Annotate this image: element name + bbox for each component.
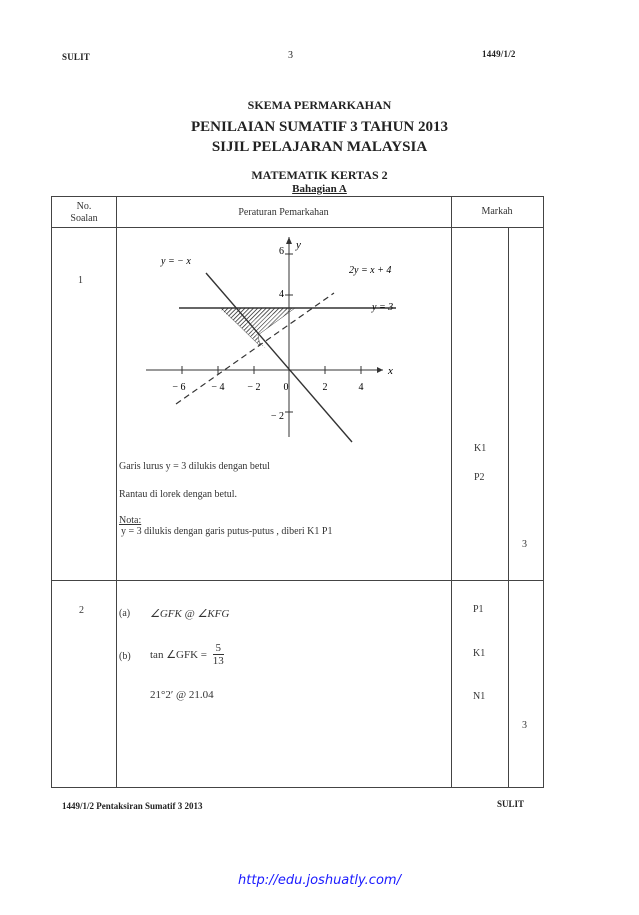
q2-b-label: (b) bbox=[119, 651, 131, 662]
x-tick-0-label: 0 bbox=[283, 382, 289, 393]
q2-mark-k1: K1 bbox=[473, 648, 486, 659]
q1-note-text: y = 3 dilukis dengan garis putus-putus , diberi K1 P1 bbox=[121, 526, 333, 537]
x-tick-2-label: 2 bbox=[322, 382, 328, 393]
q1-mark-p2: P2 bbox=[474, 472, 485, 483]
q1-note-label: Nota: bbox=[119, 515, 142, 526]
x-axis-arrow bbox=[377, 367, 383, 373]
col-divider-2 bbox=[451, 197, 452, 787]
label-y-3: y = 3 bbox=[372, 302, 394, 313]
q2-mark-p1: P1 bbox=[473, 604, 484, 615]
y-tick-neg2-label: − 2 bbox=[270, 411, 284, 422]
title-sijil: SIJIL PELAJARAN MALAYSIA bbox=[211, 139, 428, 155]
q2-a-label: (a) bbox=[119, 608, 131, 619]
q1-line-b: Rantau di lorek dengan betul. bbox=[119, 489, 238, 500]
q2-total: 3 bbox=[522, 720, 527, 731]
y-tick-4-label: 4 bbox=[279, 289, 284, 300]
header-right: 1449/1/2 bbox=[482, 49, 516, 59]
q2-b-numerator: 5 bbox=[213, 642, 224, 655]
x-tick-neg2-label: − 2 bbox=[247, 382, 261, 393]
q1-mark-k1: K1 bbox=[474, 443, 487, 454]
col-soalan-label: Soalan bbox=[70, 213, 98, 224]
q1-line-a: Garis lurus y = 3 dilukis dengan betul bbox=[119, 461, 270, 472]
title-skema: SKEMA PERMARKAHAN bbox=[247, 98, 392, 112]
col-rules-header: Peraturan Pemarkahan bbox=[238, 207, 329, 218]
q2-b-fraction bbox=[213, 642, 224, 667]
title-penilaian: PENILAIAN SUMATIF 3 TAHUN 2013 bbox=[191, 119, 448, 135]
q2-b-expression bbox=[150, 642, 224, 667]
shaded-region-fill bbox=[221, 308, 295, 346]
page-number: 3 bbox=[288, 50, 293, 61]
x-axis-label: x bbox=[388, 365, 393, 377]
q1-total: 3 bbox=[522, 539, 527, 550]
y-axis-label: y bbox=[296, 239, 301, 251]
header-left: SULIT bbox=[62, 52, 91, 62]
footer-left: 1449/1/2 Pentaksiran Sumatif 3 2013 bbox=[62, 801, 203, 811]
col-divider-3 bbox=[508, 227, 509, 787]
label-2y-x-4: 2y = x + 4 bbox=[349, 265, 392, 276]
question-1-number: 1 bbox=[78, 275, 83, 286]
row-divider bbox=[52, 580, 543, 581]
x-tick-neg4-label: − 4 bbox=[211, 382, 225, 393]
footer-right: SULIT bbox=[497, 799, 525, 809]
q2-c-text: 21°2′ @ 21.04 bbox=[150, 689, 214, 701]
header-divider bbox=[52, 227, 543, 228]
question-1-graph bbox=[146, 237, 416, 459]
col-divider-1 bbox=[116, 197, 117, 787]
y-axis-arrow bbox=[286, 237, 292, 244]
col-no-label: No. bbox=[76, 201, 92, 212]
title-matematik: MATEMATIK KERTAS 2 bbox=[251, 168, 388, 182]
q2-a-text: ∠GFK @ ∠KFG bbox=[150, 608, 230, 620]
col-no-header bbox=[52, 201, 116, 225]
y-tick-6-label: 6 bbox=[279, 246, 284, 257]
col-marks-header: Markah bbox=[481, 206, 513, 217]
x-tick-4-label: 4 bbox=[358, 382, 364, 393]
x-tick-neg6-label: − 6 bbox=[172, 382, 186, 393]
q2-b-text: tan ∠GFK = bbox=[150, 649, 208, 661]
q2-b-denominator: 13 bbox=[212, 655, 224, 667]
source-url[interactable]: http://edu.joshuatly.com/ bbox=[238, 873, 401, 888]
q2-mark-n1: N1 bbox=[473, 691, 486, 702]
title-bahagian: Bahagian A bbox=[292, 183, 347, 195]
question-2-number: 2 bbox=[79, 605, 84, 616]
label-y-neg-x: y = − x bbox=[161, 256, 191, 267]
marking-table bbox=[51, 196, 544, 788]
